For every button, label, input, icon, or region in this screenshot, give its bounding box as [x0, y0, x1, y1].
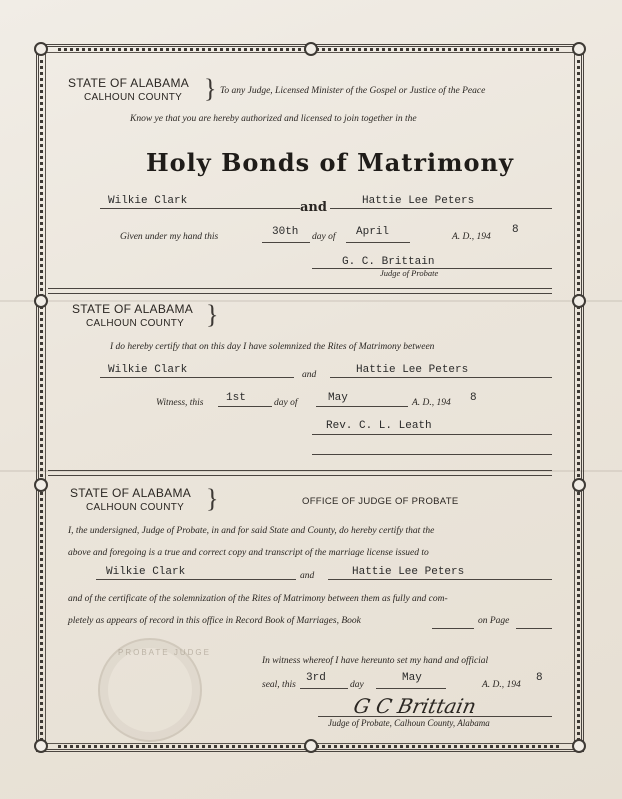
ad-label: A. D., 194: [412, 398, 451, 408]
know-ye-text: Know ye that you are hereby authorized and licensed to join together in the: [130, 114, 417, 124]
brace: }: [204, 74, 217, 103]
book-line: [432, 628, 474, 629]
officiant-title-line: [312, 454, 552, 455]
section1-state: STATE OF ALABAMA: [68, 76, 190, 90]
section1-bride: Hattie Lee Peters: [362, 195, 475, 207]
day-label: day: [350, 680, 364, 690]
side-ornament: [34, 478, 48, 492]
ad-label: A. D., 194: [482, 680, 521, 690]
section3-day: 3rd: [306, 672, 326, 684]
para4: pletely as appears of record in this office in Record Book of Marriages, Book: [68, 616, 361, 626]
section-divider: [48, 288, 552, 294]
day-line: [262, 242, 310, 243]
seal-this-label: seal, this: [262, 680, 296, 690]
section3-and: and: [300, 571, 315, 581]
section2-year-digit: 8: [470, 392, 477, 404]
witness-whereof: In witness whereof I have hereunto set my hand and official: [262, 656, 489, 666]
para1: I, the undersigned, Judge of Probate, in and for said State and County, do hereby certify that the: [68, 526, 435, 536]
office-title: OFFICE OF JUDGE OF PROBATE: [302, 496, 459, 507]
month-line: [376, 688, 446, 689]
bride-line: [330, 377, 552, 378]
para2: above and foregoing is a true and correct copy and transcript of the marriage license issued to: [68, 548, 429, 558]
brace: }: [206, 484, 219, 513]
officiant-name: Rev. C. L. Leath: [326, 420, 432, 432]
section3-county: CALHOUN COUNTY: [86, 502, 185, 513]
brace: }: [206, 300, 219, 329]
section2-month: May: [328, 392, 348, 404]
officiant-line: [312, 434, 552, 435]
section2-county: CALHOUN COUNTY: [86, 318, 185, 329]
section3-groom: Wilkie Clark: [106, 566, 186, 578]
section1-county: CALHOUN COUNTY: [84, 92, 183, 103]
seal-text: PROBATE JUDGE: [118, 648, 211, 657]
month-line: [316, 406, 408, 407]
section1-and: and: [300, 200, 327, 215]
witness-label: Witness, this: [156, 398, 204, 408]
section2-groom: Wilkie Clark: [108, 364, 188, 376]
section3-month: May: [402, 672, 422, 684]
bride-line: [328, 579, 552, 580]
side-ornament: [572, 294, 586, 308]
on-page-label: on Page: [478, 616, 510, 626]
judge-title: Judge of Probate: [380, 268, 439, 278]
corner-ornament: [34, 739, 48, 753]
page-line: [516, 628, 552, 629]
day-line: [300, 688, 348, 689]
section1-year-digit: 8: [512, 224, 519, 236]
day-of-label: day of: [274, 398, 298, 408]
ad-label: A. D., 194: [452, 232, 491, 242]
groom-line: [100, 208, 300, 209]
section1-month: April: [356, 226, 390, 238]
certify-text: I do hereby certify that on this day I have solemnized the Rites of Matrimony between: [110, 342, 435, 352]
section2-day: 1st: [226, 392, 246, 404]
day-line: [218, 406, 272, 407]
bride-line: [330, 208, 552, 209]
side-ornament: [572, 478, 586, 492]
left-rail: [40, 60, 43, 740]
top-center-ornament: [304, 42, 318, 56]
groom-line: [96, 579, 296, 580]
given-label: Given under my hand this: [120, 232, 219, 242]
to-any-judge-text: To any Judge, Licensed Minister of the Gospel or Justice of the Peace: [220, 86, 486, 96]
judge-signature: G C Brittain: [351, 694, 479, 718]
bottom-center-ornament: [304, 739, 318, 753]
certificate-title: Holy Bonds of Matrimony: [146, 148, 514, 177]
section-divider: [48, 470, 552, 476]
judge-name: G. C. Brittain: [342, 256, 435, 268]
corner-ornament: [572, 42, 586, 56]
footer-judge-title: Judge of Probate, Calhoun County, Alabama: [328, 718, 490, 728]
section3-state: STATE OF ALABAMA: [70, 486, 192, 500]
corner-ornament: [34, 42, 48, 56]
side-ornament: [34, 294, 48, 308]
day-of-label: day of: [312, 232, 336, 242]
corner-ornament: [572, 739, 586, 753]
month-line: [346, 242, 410, 243]
section1-day: 30th: [272, 226, 299, 238]
section2-and: and: [302, 370, 317, 380]
para3: and of the certificate of the solemnization of the Rites of Matrimony between them as fully and com-: [68, 594, 448, 604]
section1-groom: Wilkie Clark: [108, 195, 188, 207]
section3-year-digit: 8: [536, 672, 543, 684]
right-rail: [577, 60, 580, 740]
groom-line: [100, 377, 294, 378]
section2-bride: Hattie Lee Peters: [356, 364, 469, 376]
signature-line: [318, 716, 552, 717]
section3-bride: Hattie Lee Peters: [352, 566, 465, 578]
section2-state: STATE OF ALABAMA: [72, 302, 194, 316]
